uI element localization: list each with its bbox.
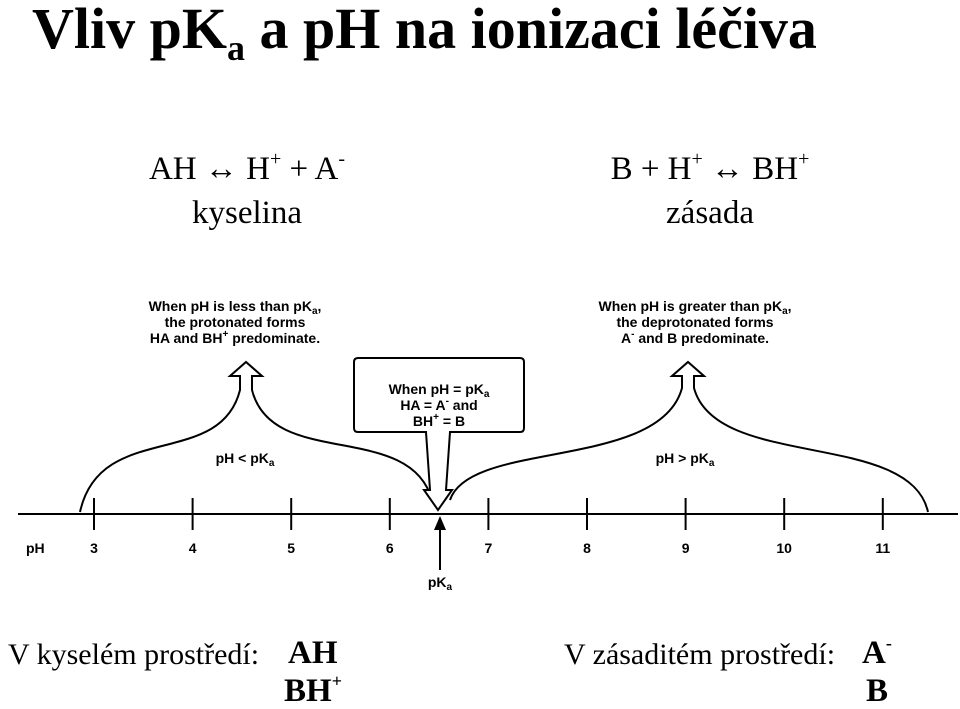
tick-label: 10 xyxy=(776,540,792,556)
tick-label: 11 xyxy=(875,540,891,556)
tick-label: 8 xyxy=(583,540,591,556)
basic-value-a: A- xyxy=(862,633,892,671)
base-equation: B + H+ ↔ BH+ xyxy=(610,148,810,187)
tick-label: 7 xyxy=(484,540,493,556)
acidic-label: V kyselém prostředí: xyxy=(8,638,260,671)
note-right: When pH is greater than $pK_a$, the deprotonated forms A- and B predominate. xyxy=(598,298,792,346)
acid-equation: AH ↔ H+ + A- xyxy=(148,148,346,187)
basic-value-b: B xyxy=(866,673,889,709)
tick-label: 9 xyxy=(681,540,690,556)
equilibrium-arrow-icon: ↔ xyxy=(204,151,238,187)
note-center: When pH = $pK_a$ HA = A- and BH+ = B xyxy=(388,381,490,429)
base-label: zásada xyxy=(666,195,754,231)
pka-label: $pK_a$ xyxy=(427,574,453,593)
page-title: Vliv $pK_a$ a pH na ionizaci léčiva xyxy=(32,0,817,68)
tick-label: 4 xyxy=(188,540,197,556)
pka-arrow-head xyxy=(434,516,446,530)
axis-label: pH xyxy=(26,540,45,556)
tick-label: 6 xyxy=(385,540,394,556)
tick-label: 3 xyxy=(90,540,98,556)
label-ph-less: pH < $pK_a$ xyxy=(215,450,275,469)
tick-label: 5 xyxy=(287,540,296,556)
acid-label: kyselina xyxy=(192,195,302,231)
equilibrium-arrow-icon: ↔ xyxy=(711,151,745,187)
acidic-value-bh: BH+ xyxy=(284,671,342,709)
label-ph-greater: pH > $pK_a$ xyxy=(655,450,715,469)
acidic-value-ah: AH xyxy=(288,635,338,671)
basic-label: V zásaditém prostředí: xyxy=(564,638,836,671)
note-left: When pH is less than $pK_a$, the protonated forms HA and BH+ predominate. xyxy=(148,298,322,346)
